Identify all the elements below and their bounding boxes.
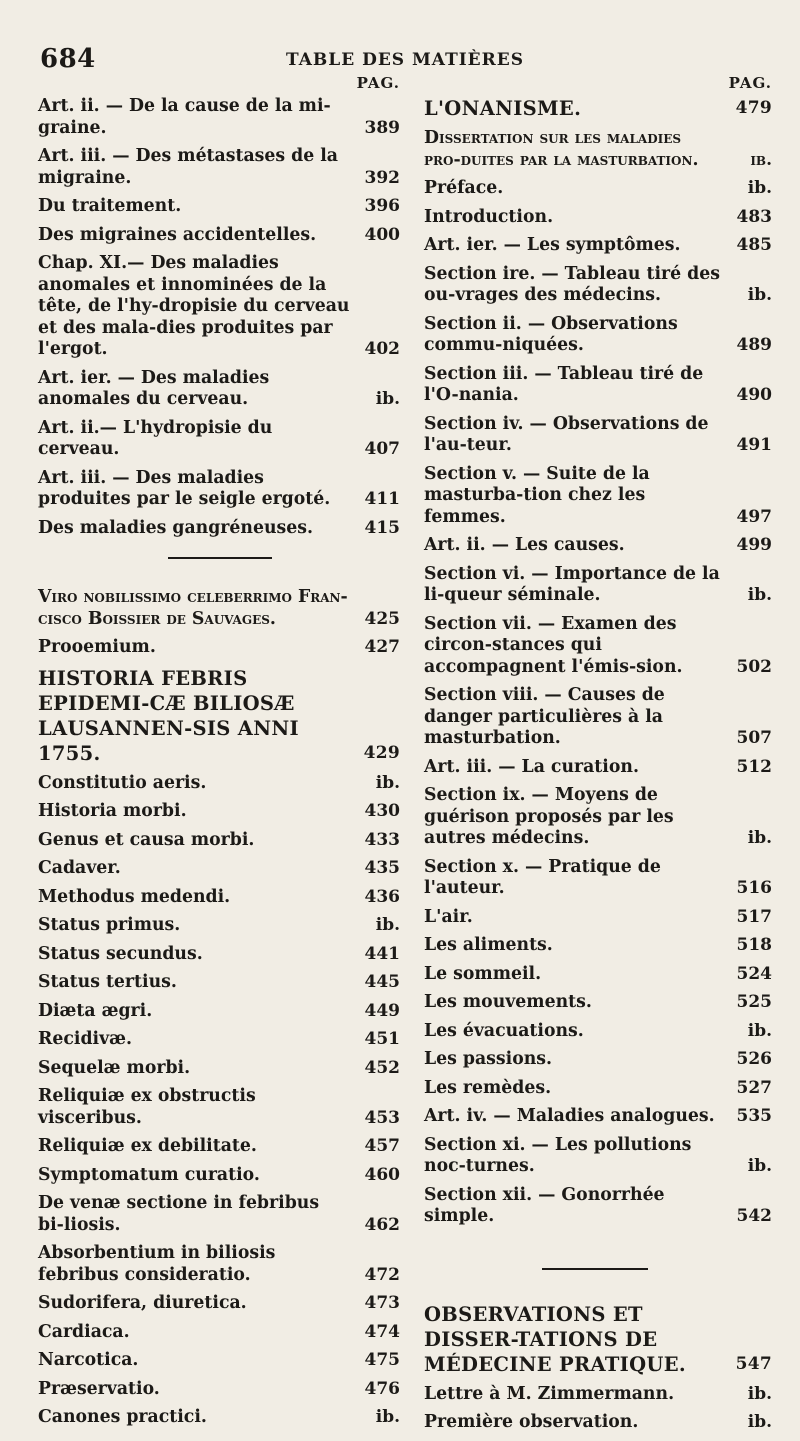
pag-label-left: PAG. [356,74,400,92]
toc-entry-title: Des migraines accidentelles. [38,224,317,245]
toc-entry-page: 491 [736,435,772,455]
toc-entry-page: 433 [364,829,400,850]
left-entries-a [38,96,400,539]
toc-entry [38,1058,400,1080]
toc-entry-page: 429 [363,742,400,763]
toc-entry-page: 400 [364,224,400,245]
toc-entry-page: 425 [364,608,400,629]
toc-entry [424,264,772,307]
toc-entry-page: 473 [364,1293,400,1313]
toc-entry-page: 542 [736,1206,772,1226]
toc-entry-title: Dissertation sur les maladies pro-duites par la masturbation. [424,128,699,170]
toc-entry-page: ib. [747,828,772,848]
toc-entry-title: Prooemium. [38,637,156,657]
toc-entry-title: Section x. — Pratique de l'auteur. [424,856,661,898]
left-entries-b [38,587,400,1429]
toc-entry-page: 499 [736,535,772,555]
toc-entry-title: Reliquiæ ex obstructis visceribus. [38,1086,256,1128]
toc-entry-page: 407 [364,439,400,459]
toc-entry [38,915,400,937]
toc-entry-page: 435 [364,858,400,878]
toc-entry-title: Narcotica. [38,1350,139,1370]
toc-entry-title: Cadaver. [38,858,121,878]
toc-entry [38,368,400,411]
toc-entry [424,1049,772,1071]
toc-entry [424,564,772,607]
toc-entry [424,178,772,200]
toc-entry-page: ib. [375,772,400,793]
toc-entry-page: 524 [736,963,772,984]
toc-entry [424,1384,772,1406]
toc-entry-title: Symptomatum curatio. [38,1164,260,1185]
toc-entry-title: Absorbentium in biliosis febribus consideratio. [38,1243,276,1285]
toc-entry-title: Du traitement. [38,196,182,216]
toc-entry-page: ib. [750,149,772,170]
toc-entry-page: 489 [736,335,772,355]
toc-entry-page: 547 [735,1353,772,1374]
toc-entry-title: Sudorifera, diuretica. [38,1293,247,1313]
toc-entry-title: Introduction. [424,206,554,227]
toc-entry [424,1021,772,1043]
toc-entry-page: 392 [364,167,400,188]
toc-entry-page: 527 [736,1077,772,1098]
toc-entry [424,1135,772,1178]
toc-entry-page: 402 [364,339,400,359]
toc-entry [424,857,772,900]
toc-entry-page: 441 [364,943,400,964]
toc-entry-page: 436 [364,886,400,907]
toc-entry-page: 485 [736,235,772,255]
toc-entry-title: Art. ii. — De la cause de la mi-graine. [38,96,331,138]
toc-entry-title: Status tertius. [38,972,177,992]
toc-entry-page: 396 [364,196,400,216]
toc-entry-title: L'ONANISME. [424,97,582,120]
toc-entry [38,1322,400,1344]
toc-entry-title: Art. iii. — La curation. [424,756,639,777]
toc-entry-page: 483 [736,206,772,227]
toc-entry-page: 475 [364,1350,400,1370]
toc-entry-title: Status primus. [38,915,181,935]
toc-entry-title: Art. ier. — Des maladies anomales du cerveau. [38,367,270,409]
toc-entry [424,414,772,457]
toc-entry-page: 502 [736,656,772,677]
toc-entry-page: 389 [364,117,400,138]
toc-entry-page: 525 [736,992,772,1012]
toc-entry-page: ib. [747,178,772,198]
toc-entry-page: 445 [364,972,400,992]
toc-entry-page: 497 [736,506,772,527]
toc-entry-page: 516 [736,878,772,898]
toc-entry-title: Section v. — Suite de la masturba-tion chez les femmes. [424,463,650,527]
toc-entry-page: 457 [364,1136,400,1156]
toc-entry-title: Section ire. — Tableau tiré des ou-vrages des médecins. [424,263,720,305]
toc-entry [38,1379,400,1401]
toc-entry-title: L'air. [424,906,473,927]
toc-entry-title: Canones practici. [38,1407,207,1427]
toc-entry-title: Chap. XI.— Des maladies anomales et innominées de la tête, de l'hy-dropisie du cerveau et des mala-dies produites par l'ergot. [38,253,350,359]
toc-entry-page: ib. [747,1020,772,1041]
toc-entry [38,637,400,659]
toc-entry-title: Art. ii. — Les causes. [424,535,625,555]
toc-entry-title: Section vi. — Importance de la li-queur séminale. [424,563,720,605]
pag-label-right: PAG. [728,74,772,92]
toc-entry-title: Les aliments. [424,935,553,955]
toc-entry-title: De venæ sectione in febribus bi-liosis. [38,1193,320,1235]
toc-entry-page: ib. [747,1156,772,1176]
toc-entry [424,935,772,957]
toc-entry-title: Cardiaca. [38,1321,130,1342]
toc-entry [424,1412,772,1434]
right-column [424,74,772,1441]
toc-entry-page: ib. [375,1407,400,1427]
toc-entry [38,518,400,540]
toc-entry-title: Section iv. — Observations de l'au-teur. [424,413,709,455]
toc-entry [38,944,400,966]
toc-entry-title: Les évacuations. [424,1020,584,1041]
toc-entry-page: 415 [364,517,400,538]
toc-entry-page: ib. [747,1383,772,1404]
toc-entry-title: Art. iv. — Maladies analogues. [424,1106,715,1126]
toc-entry [424,96,772,121]
toc-entry-title: Lettre à M. Zimmermann. [424,1383,675,1404]
toc-entry-page: 476 [364,1378,400,1399]
toc-entry [38,1165,400,1187]
right-entries-a [424,96,772,1228]
toc-entry [424,964,772,986]
toc-entry-title: Section ii. — Observations commu-niquées. [424,313,678,355]
toc-entry-page: 507 [736,728,772,748]
toc-entry-page: 427 [364,637,400,657]
toc-entry [38,1029,400,1051]
toc-entry [38,418,400,461]
toc-entry-page: 453 [364,1107,400,1128]
toc-entry [38,196,400,218]
toc-entry [38,1243,400,1286]
toc-entry-page: 479 [735,98,772,118]
toc-entry [424,992,772,1014]
toc-entry [38,1086,400,1129]
toc-entry [38,1193,400,1236]
toc-entry [38,253,400,361]
toc-entry [38,225,400,247]
toc-entry-title: Præservatio. [38,1378,160,1399]
toc-entry-page: 474 [364,1321,400,1342]
toc-entry-page: ib. [747,285,772,305]
toc-entry-title: Diæta ægri. [38,1000,153,1021]
toc-entry [424,907,772,929]
toc-entry-title: Section ix. — Moyens de guérison proposés par les autres médecins. [424,785,674,848]
toc-entry-page: 451 [364,1029,400,1049]
section-divider-left [168,557,272,559]
toc-entry [38,1293,400,1315]
toc-entry [38,830,400,852]
toc-entry-page: 512 [736,756,772,777]
toc-entry [38,1407,400,1429]
toc-entry [38,801,400,823]
toc-entry-title: Section iii. — Tableau tiré de l'O-nania. [424,363,704,405]
toc-entry-title: OBSERVATIONS ET DISSER-TATIONS DE MÉDECINE PRATIQUE. [424,1302,686,1376]
section-divider-right [542,1268,648,1270]
toc-entry-title: Recidivæ. [38,1029,133,1049]
toc-entry [38,1001,400,1023]
toc-entry [424,685,772,750]
toc-entry [424,757,772,779]
toc-entry-title: Art. iii. — Des maladies produites par le seigle ergoté. [38,467,331,509]
toc-entry-page: 462 [364,1214,400,1235]
left-column [38,74,400,1436]
toc-entry [38,468,400,511]
toc-entry [424,364,772,407]
toc-entry [424,207,772,229]
toc-entry [424,314,772,357]
toc-entry-title: HISTORIA FEBRIS EPIDEMI-CÆ BILIOSÆ LAUSANNEN-SIS ANNI 1755. [38,666,299,765]
toc-entry-title: Section viii. — Causes de danger particulières à la masturbation. [424,685,665,748]
toc-entry [38,1136,400,1158]
toc-entry-title: Section xii. — Gonorrhée simple. [424,1184,665,1226]
toc-entry-page: ib. [747,1412,772,1432]
toc-entry [38,773,400,795]
toc-entry-page: ib. [747,585,772,605]
toc-entry [38,1350,400,1372]
toc-entry [424,128,772,171]
toc-entry-page: 452 [364,1057,400,1078]
toc-entry-page: 535 [736,1106,772,1126]
toc-entry-page: 430 [364,801,400,821]
toc-entry-title: Sequelæ morbi. [38,1057,191,1078]
page-header [40,44,770,74]
toc-entry-title: Art. ii.— L'hydropisie du cerveau. [38,417,273,459]
toc-entry [38,972,400,994]
toc-entry [38,666,400,766]
toc-entry-title: Historia morbi. [38,801,187,821]
toc-entry [38,96,400,139]
toc-entry-page: ib. [375,915,400,935]
toc-entry-page: 490 [736,385,772,405]
toc-entry-page: 411 [364,489,400,509]
toc-entry-page: 449 [364,1000,400,1021]
toc-entry-title: Préface. [424,178,504,198]
right-entries-b [424,1302,772,1434]
toc-entry-title: Reliquiæ ex debilitate. [38,1136,257,1156]
toc-entry-page: 472 [364,1264,400,1285]
toc-entry [424,785,772,850]
running-title: TABLE DES MATIÈRES [285,50,524,70]
toc-entry-page: 518 [736,935,772,955]
toc-entry [424,464,772,529]
toc-entry-title: Art. iii. — Des métastases de la migraine. [38,146,338,188]
toc-entry [424,1078,772,1100]
toc-entry-page: 526 [736,1049,772,1069]
toc-entry [38,146,400,189]
toc-entry-page: 460 [364,1164,400,1185]
toc-entry [38,587,400,630]
toc-entry [424,535,772,557]
toc-entry-title: Constitutio aeris. [38,772,207,793]
toc-entry-title: Art. ier. — Les symptômes. [424,235,681,255]
toc-entry-title: Viro nobilissimo celeberrimo Fran-cisco Boissier de Sauvages. [38,587,348,629]
toc-entry [424,1185,772,1228]
page-number: 684 [40,44,96,74]
toc-entry [38,858,400,880]
toc-entry [38,887,400,909]
toc-entry [424,235,772,257]
toc-entry-title: Status secundus. [38,943,203,964]
toc-entry-title: Section xi. — Les pollutions noc-turnes. [424,1134,692,1176]
toc-entry-title: Première observation. [424,1412,639,1432]
toc-entry-page: ib. [375,389,400,409]
toc-entry-page: 517 [736,906,772,927]
toc-entry-title: Section vii. — Examen des circon-stances qui accompagnent l'émis-sion. [424,613,683,677]
toc-entry-title: Les remèdes. [424,1077,552,1098]
toc-entry [424,614,772,679]
toc-entry-title: Le sommeil. [424,963,542,984]
toc-entry-title: Genus et causa morbi. [38,829,255,850]
toc-entry-title: Les mouvements. [424,992,592,1012]
toc-entry-title: Des maladies gangréneuses. [38,517,313,538]
toc-entry [424,1302,772,1377]
toc-entry [424,1106,772,1128]
toc-entry-title: Les passions. [424,1049,553,1069]
toc-entry-title: Methodus medendi. [38,886,231,907]
